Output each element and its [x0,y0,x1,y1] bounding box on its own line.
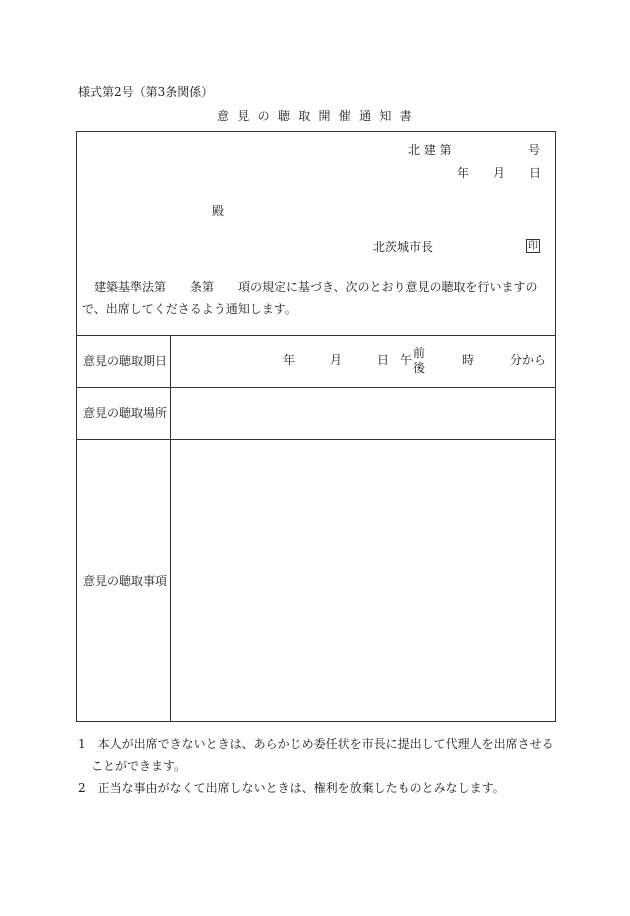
hearing-day: 日 [377,353,390,367]
notice-text-line2: で、出席してくださるよう通知します。 [82,302,297,316]
hearing-gozen: 午 [400,353,413,367]
note-1-line2: ことができます。 [91,759,187,773]
issue-date-month: 月 [493,166,506,180]
hearing-minute: 分から [510,353,547,367]
document-number-suffix: 号 [528,143,541,157]
document-title: 意見の聴取開催通知書 [217,109,421,123]
hearing-month: 月 [330,353,343,367]
divider-place [77,439,555,440]
notice-text-line1: 建築基準法第 条第 項の規定に基づき、次のとおり意見の聴取を行いますの [94,280,538,294]
form-frame [76,131,556,722]
hearing-year: 年 [283,353,296,367]
hearing-hour: 時 [462,353,475,367]
addressee-suffix: 殿 [212,204,225,218]
seal-mark: 印 [528,241,538,252]
note-1-line1: 1 本人が出席できないときは、あらかじめ委任状を市長に提出して代理人を出席させる [78,737,554,751]
label-column-divider [170,335,171,721]
note-2: 2 正当な事由がなくて出席しないときは、権利を放棄したものとみなします。 [78,781,505,795]
issuer-name: 北茨城市長 [373,240,434,254]
hearing-matters-label: 意見の聴取事項 [83,574,168,588]
hearing-date-label: 意見の聴取期日 [83,354,168,368]
form-label: 様式第2号（第3条関係） [78,85,214,99]
hearing-pm: 後 [413,361,426,375]
hearing-am: 前 [413,346,426,360]
document-number-prefix: 北 建 第 [408,143,452,157]
divider-notice [77,335,555,336]
divider-date [77,387,555,388]
issue-date-year: 年 [457,166,470,180]
hearing-place-label: 意見の聴取場所 [83,406,168,420]
issue-date-day: 日 [529,166,542,180]
